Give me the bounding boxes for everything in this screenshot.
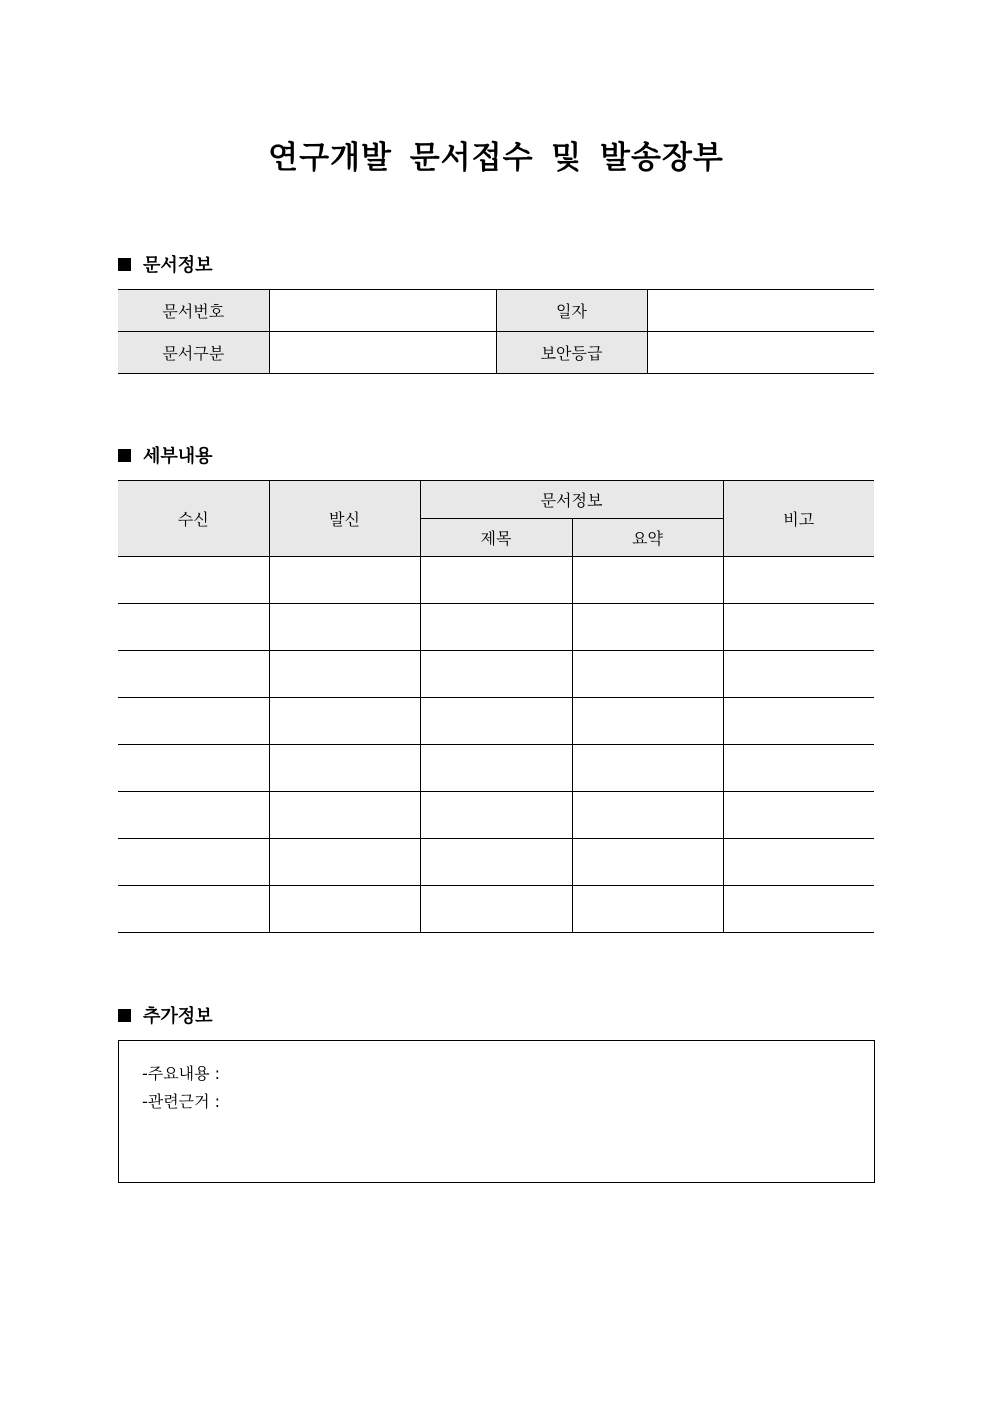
doc-info-header: 문서정보	[420, 481, 723, 519]
table-row	[118, 557, 874, 604]
table-row	[118, 839, 874, 886]
square-bullet-icon	[118, 1009, 131, 1022]
table-row	[118, 745, 874, 792]
receive-cell[interactable]	[118, 651, 269, 698]
subject-cell[interactable]	[420, 698, 572, 745]
summary-cell[interactable]	[572, 745, 723, 792]
subject-cell[interactable]	[420, 839, 572, 886]
send-cell[interactable]	[269, 698, 420, 745]
subject-cell[interactable]	[420, 745, 572, 792]
subject-cell[interactable]	[420, 604, 572, 651]
remarks-cell[interactable]	[723, 604, 874, 651]
send-cell[interactable]	[269, 839, 420, 886]
doc-info-table	[118, 289, 874, 374]
security-level-field[interactable]	[647, 332, 874, 374]
subject-cell[interactable]	[420, 557, 572, 604]
summary-cell[interactable]	[572, 557, 723, 604]
table-row	[118, 604, 874, 651]
table-row	[118, 886, 874, 933]
related-basis-label: -관련근거 :	[142, 1092, 221, 1111]
section-heading-details	[118, 443, 213, 467]
receive-cell[interactable]	[118, 604, 269, 651]
remarks-cell[interactable]	[723, 651, 874, 698]
summary-cell[interactable]	[572, 651, 723, 698]
send-cell[interactable]	[269, 604, 420, 651]
remarks-header: 비고	[723, 481, 874, 557]
remarks-cell[interactable]	[723, 792, 874, 839]
doc-type-field[interactable]	[269, 332, 496, 374]
square-bullet-icon	[118, 258, 131, 271]
summary-cell[interactable]	[572, 698, 723, 745]
page-title: 연구개발 문서접수 및 발송장부	[268, 140, 724, 176]
send-cell[interactable]	[269, 886, 420, 933]
subject-cell[interactable]	[420, 886, 572, 933]
receive-cell[interactable]	[118, 698, 269, 745]
table-row	[118, 651, 874, 698]
receive-cell[interactable]	[118, 886, 269, 933]
square-bullet-icon	[118, 449, 131, 462]
remarks-cell[interactable]	[723, 745, 874, 792]
receive-cell[interactable]	[118, 839, 269, 886]
extra-info-box[interactable]	[118, 1040, 875, 1183]
date-field[interactable]	[647, 290, 874, 332]
table-row	[118, 792, 874, 839]
details-header-row	[118, 481, 874, 519]
section-heading-doc-info	[118, 252, 213, 276]
doc-type-label: 문서구분	[118, 332, 269, 374]
subject-cell[interactable]	[420, 792, 572, 839]
doc-info-row	[118, 332, 874, 374]
doc-number-label: 문서번호	[118, 290, 269, 332]
subject-cell[interactable]	[420, 651, 572, 698]
remarks-cell[interactable]	[723, 839, 874, 886]
summary-header: 요약	[572, 519, 723, 557]
send-cell[interactable]	[269, 557, 420, 604]
receive-cell[interactable]	[118, 745, 269, 792]
summary-cell[interactable]	[572, 886, 723, 933]
summary-cell[interactable]	[572, 604, 723, 651]
remarks-cell[interactable]	[723, 886, 874, 933]
section-heading-label: 세부내용	[143, 446, 213, 467]
send-cell[interactable]	[269, 745, 420, 792]
details-table	[118, 480, 874, 933]
receive-header: 수신	[118, 481, 269, 557]
send-cell[interactable]	[269, 651, 420, 698]
table-row	[118, 698, 874, 745]
section-heading-label: 문서정보	[143, 255, 213, 276]
section-heading-label: 추가정보	[143, 1006, 213, 1027]
send-cell[interactable]	[269, 792, 420, 839]
doc-info-row	[118, 290, 874, 332]
date-label: 일자	[496, 290, 647, 332]
subject-header: 제목	[420, 519, 572, 557]
receive-cell[interactable]	[118, 792, 269, 839]
remarks-cell[interactable]	[723, 698, 874, 745]
remarks-cell[interactable]	[723, 557, 874, 604]
section-heading-extra	[118, 1003, 213, 1027]
receive-cell[interactable]	[118, 557, 269, 604]
security-level-label: 보안등급	[496, 332, 647, 374]
main-content-label: -주요내용 :	[142, 1064, 221, 1083]
doc-number-field[interactable]	[269, 290, 496, 332]
summary-cell[interactable]	[572, 792, 723, 839]
summary-cell[interactable]	[572, 839, 723, 886]
send-header: 발신	[269, 481, 420, 557]
